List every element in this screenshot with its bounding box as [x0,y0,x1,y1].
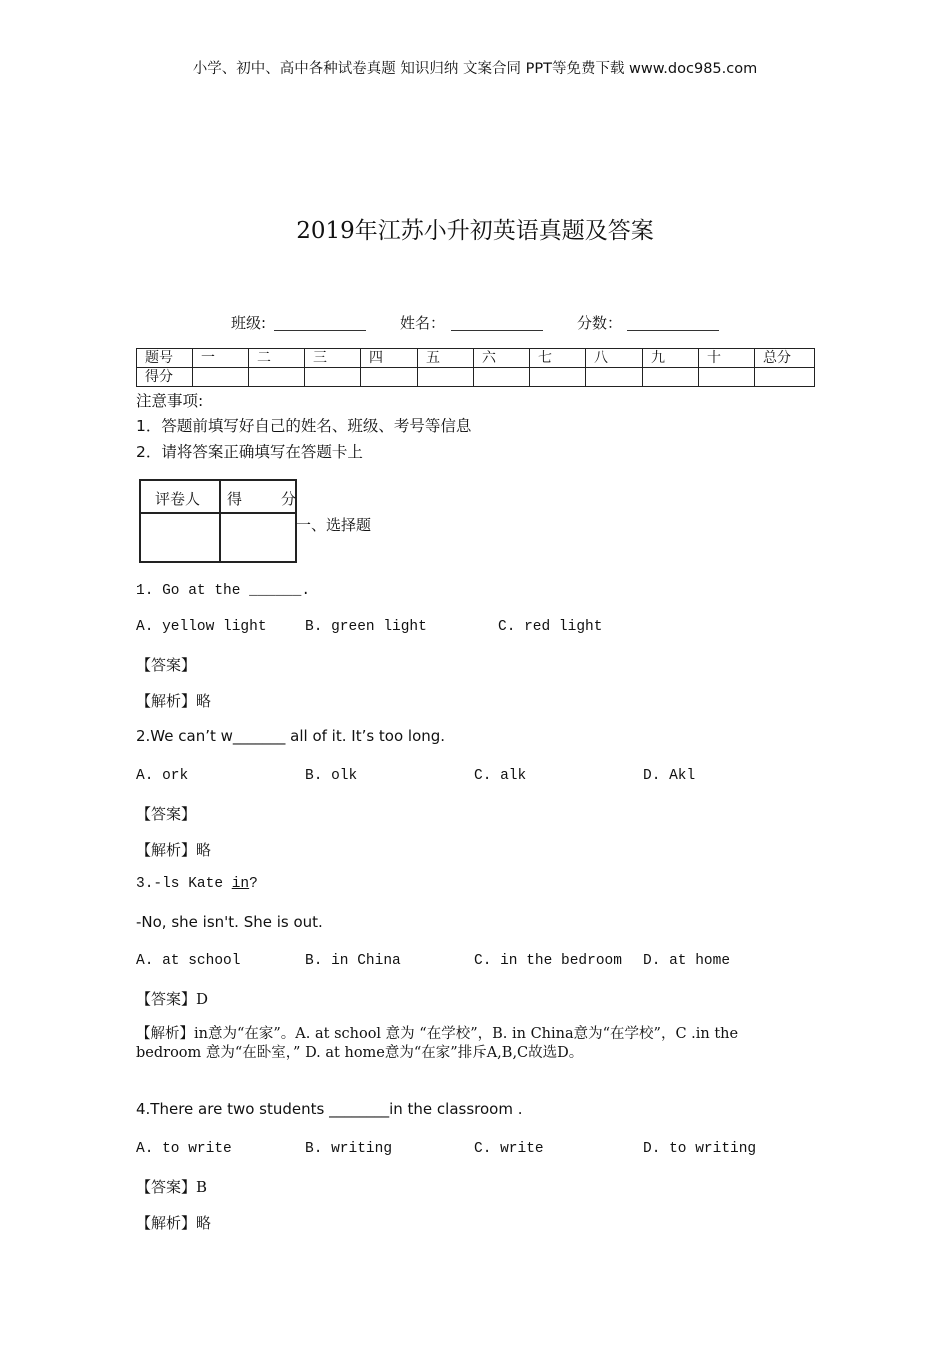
stem-underlined: in [231,876,250,892]
option[interactable]: D. at home [643,953,731,969]
table-cell: 八 [586,349,643,368]
score-label: 分数： [577,314,623,332]
score-cell[interactable] [249,368,305,387]
option[interactable]: A. at school [136,953,241,969]
answer: 【答案】 [136,805,197,823]
option[interactable]: C. red light [498,619,603,635]
option[interactable]: B. green light [305,619,427,635]
question-stem: 4.There are two students ________in the classroom . [136,1100,523,1118]
score-cell[interactable] [305,368,361,387]
score-cell[interactable] [418,368,474,387]
grader-box [139,479,297,563]
class-field[interactable] [274,330,366,331]
table-cell: 四 [361,349,418,368]
table-cell: 十 [699,349,755,368]
option[interactable]: A. to write [136,1141,232,1157]
score-cell[interactable] [361,368,418,387]
question-stem: 2.We can’t w_______ all of it. It’s too long. [136,727,446,745]
score-cell[interactable] [474,368,530,387]
name-label: 姓名： [400,314,446,332]
grader-score-label: 得 [227,490,243,508]
score-cell[interactable] [193,368,249,387]
analysis: 【解析】in意为“在家”。A. at school 意为 “在学校”，B. in China意为“在学校”，C .in the bedroom 意为“在卧室，” D. at home意为“在家”排斥A,B,C故选D。 [136,1026,739,1061]
note-item: 1．答题前填写好自己的姓名、班级、考号等信息 [136,417,472,435]
table-cell: 二 [249,349,305,368]
section-title: 一、选择题 [296,516,372,534]
table-cell: 三 [305,349,361,368]
analysis: 【解析】略 [136,1214,212,1232]
grader-score-label-2: 分 [281,490,297,508]
table-cell: 六 [474,349,530,368]
answer: 【答案】 [136,656,197,674]
option[interactable]: D. Akl [643,768,696,784]
option[interactable]: B. olk [305,768,358,784]
class-label: 班级: [231,314,267,332]
answer: 【答案】D [136,990,209,1008]
page-title: 2019年江苏小升初英语真题及答案 [296,218,654,244]
question-stem: 1. Go at the ______. [136,583,311,599]
score-cell[interactable] [586,368,643,387]
site-header: 小学、初中、高中各种试卷真题 知识归纳 文案合同 PPT等免费下载 www.doc985.com [192,61,758,77]
grader-label: 评卷人 [155,490,201,508]
score-cell[interactable] [530,368,586,387]
table-row-scores [137,368,815,387]
notes-heading: 注意事项: [136,392,204,410]
option[interactable]: C. in the bedroom [474,953,622,969]
question-stem-line2: -No, she isn't. She is out. [136,913,323,931]
score-cell[interactable] [643,368,699,387]
analysis: 【解析】略 [136,841,212,859]
score-table [136,348,815,387]
option[interactable]: B. writing [305,1141,393,1157]
analysis: 【解析】略 [136,692,212,710]
table-cell: 一 [193,349,249,368]
option[interactable]: C. write [474,1141,544,1157]
score-cell[interactable] [755,368,815,387]
table-cell: 七 [530,349,586,368]
table-cell: 总分 [755,349,815,368]
answer: 【答案】B [136,1178,208,1196]
option[interactable]: B. in China [305,953,401,969]
stem-prefix: 3.-ls Kate [136,876,232,892]
option[interactable]: C. alk [474,768,527,784]
stem-suffix: ? [249,876,258,892]
table-row-header [137,349,815,368]
score-cell[interactable] [699,368,755,387]
table-cell: 题号 [137,349,193,368]
question-stem [136,876,258,892]
note-item: 2．请将答案正确填写在答题卡上 [136,443,363,461]
option[interactable]: A. ork [136,768,189,784]
table-cell: 得分 [137,368,193,387]
table-cell: 九 [643,349,699,368]
option[interactable]: D. to writing [643,1141,757,1157]
score-field[interactable] [627,330,719,331]
table-cell: 五 [418,349,474,368]
name-field[interactable] [451,330,543,331]
option[interactable]: A. yellow light [136,619,267,635]
